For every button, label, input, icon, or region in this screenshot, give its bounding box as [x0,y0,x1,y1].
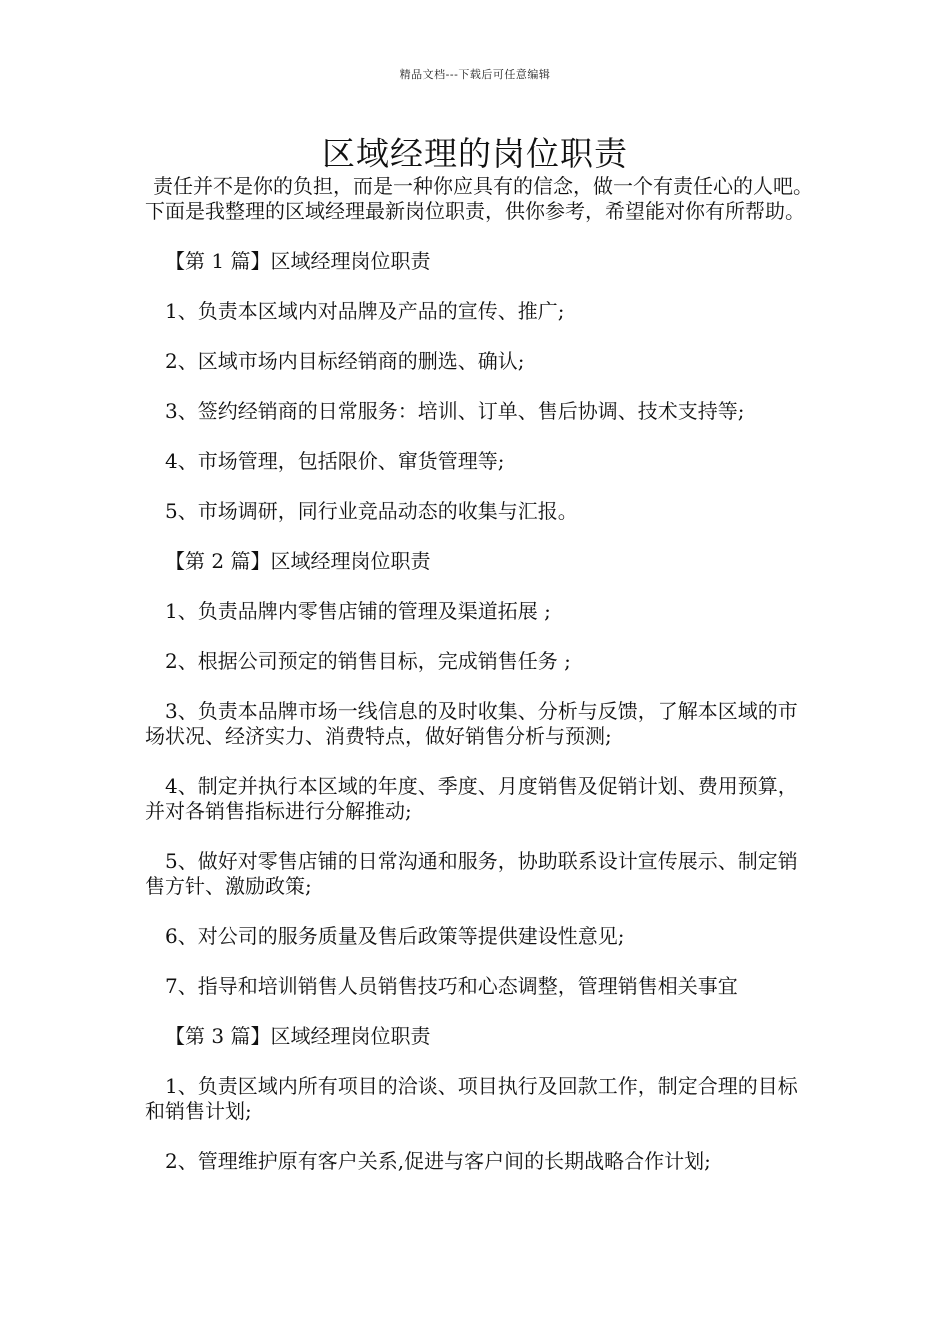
list-item: 6、对公司的服务质量及售后政策等提供建设性意见; [165,924,625,948]
list-item: 5、市场调研，同行业竞品动态的收集与汇报。 [165,499,578,523]
section-heading-3: 【第 3 篇】区域经理岗位职责 [165,1024,431,1048]
section-heading-1: 【第 1 篇】区域经理岗位职责 [165,249,431,273]
header-note: 精品文档---下载后可任意编辑 [399,68,551,81]
list-item: 2、管理维护原有客户关系,促进与客户间的长期战略合作计划; [165,1149,711,1173]
list-item: 3、签约经销商的日常服务：培训、订单、售后协调、技术支持等; [165,399,745,423]
list-item: 2、根据公司预定的销售目标，完成销售任务 ; [165,649,571,673]
list-item: 3、负责本品牌市场一线信息的及时收集、分析与反馈，了解本区域的市场状况、经济实力、消费特点，做好销售分析与预测; [145,699,798,748]
list-item: 1、负责区域内所有项目的洽谈、项目执行及回款工作，制定合理的目标和销售计划; [145,1074,798,1123]
list-item: 1、负责品牌内零售店铺的管理及渠道拓展 ; [165,599,551,623]
document-body [145,174,815,1174]
list-item: 1、负责本区域内对品牌及产品的宣传、推广; [165,299,565,323]
list-item: 4、市场管理，包括限价、窜货管理等; [165,449,505,473]
list-item: 2、区域市场内目标经销商的删选、确认; [165,349,525,373]
intro-paragraph: 责任并不是你的负担，而是一种你应具有的信念，做一个有责任心的人吧。下面是我整理的区域经理最新岗位职责，供你参考，希望能对你有所帮助。 [145,174,813,223]
list-item: 5、做好对零售店铺的日常沟通和服务，协助联系设计宣传展示、制定销售方针、激励政策; [145,849,798,898]
section-heading-2: 【第 2 篇】区域经理岗位职责 [165,549,431,573]
page-title: 区域经理的岗位职责 [322,134,628,173]
list-item: 4、制定并执行本区域的年度、季度、月度销售及促销计划、费用预算，并对各销售指标进行分解推动; [145,774,798,823]
list-item: 7、指导和培训销售人员销售技巧和心态调整，管理销售相关事宜 [165,974,738,998]
